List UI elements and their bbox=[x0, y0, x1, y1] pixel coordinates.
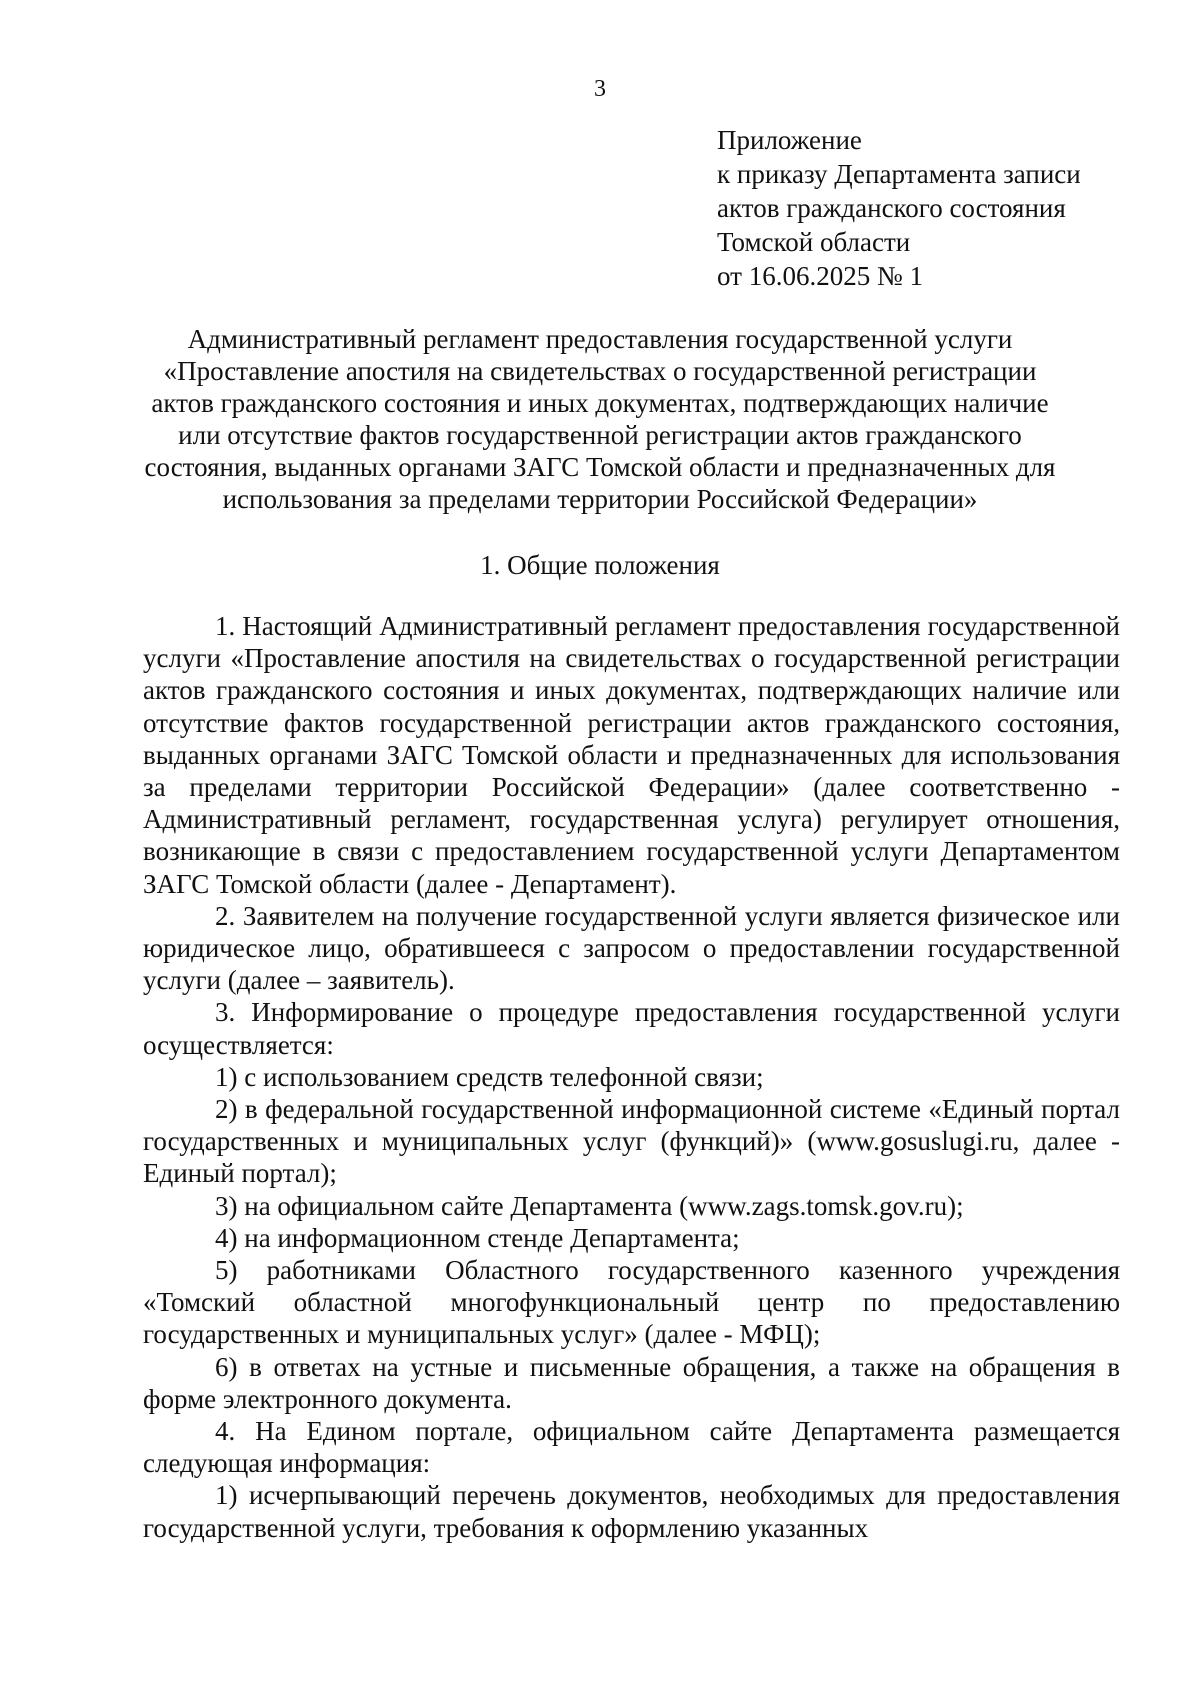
title-line: или отсутствие фактов государственной регистрации актов гражданского bbox=[178, 420, 1022, 450]
section-heading: 1. Общие положения bbox=[480, 550, 720, 580]
paragraph: 1) с использованием средств телефонной связи; bbox=[215, 1061, 764, 1092]
appendix-header bbox=[717, 123, 1157, 293]
document-body bbox=[143, 610, 1120, 1544]
title-line: использования за пределами территории Российской Федерации» bbox=[222, 484, 978, 514]
paragraph: 1. Настоящий Административный регламент предоставления государственной услуги «Проставление апостиля на свидетельствах о государственной регистрации актов гражданского состояния и иных документах, подтверждающих наличие или отсутствие фактов государственной регистрации актов гражданского состояния, выданных органами ЗАГС Томской области и предназначенных для использования за пределами территории Российской Федерации» (далее соответственно - Административный регламент, государственная услуга) регулирует отношения, возникающие в связи с предоставлением государственной услуги Департаментом ЗАГС Томской области (далее - Департамент). bbox=[143, 611, 1120, 899]
appendix-line: Томской области bbox=[717, 227, 911, 257]
appendix-line: актов гражданского состояния bbox=[717, 193, 1066, 223]
appendix-line: от 16.06.2025 № 1 bbox=[717, 261, 923, 291]
document-title bbox=[130, 323, 1070, 515]
paragraph: 4) на информационном стенде Департамента; bbox=[215, 1222, 740, 1253]
title-line: состояния, выданных органами ЗАГС Томской области и предназначенных для bbox=[144, 452, 1056, 482]
paragraph: 5) работниками Областного государственного казенного учреждения «Томский областной многофункциональный центр по предоставлению государственных и муниципальных услуг» (далее - МФЦ); bbox=[143, 1255, 1120, 1350]
title-line: актов гражданского состояния и иных документах, подтверждающих наличие bbox=[151, 388, 1049, 418]
paragraph: 3. Информирование о процедуре предоставления государственной услуги осуществляется: bbox=[143, 997, 1120, 1060]
page-number: 3 bbox=[594, 76, 606, 102]
title-line: «Проставление апостиля на свидетельствах о государственной регистрации bbox=[163, 356, 1037, 386]
paragraph: 1) исчерпывающий перечень документов, необходимых для предоставления государственной услуги, требования к оформлению указанных bbox=[143, 1480, 1120, 1543]
appendix-line: к приказу Департамента записи bbox=[717, 159, 1081, 189]
paragraph: 4. На Едином портале, официальном сайте Департамента размещается следующая информация: bbox=[143, 1416, 1120, 1479]
paragraph: 3) на официальном сайте Департамента (www.zags.tomsk.gov.ru); bbox=[215, 1190, 964, 1221]
title-line: Административный регламент предоставления государственной услуги bbox=[187, 324, 1013, 354]
paragraph: 2) в федеральной государственной информационной системе «Единый портал государственных и муниципальных услуг (функций)» (www.gosuslugi.ru, далее - Единый портал); bbox=[143, 1094, 1120, 1189]
paragraph: 6) в ответах на устные и письменные обращения, а также на обращения в форме электронного документа. bbox=[143, 1351, 1120, 1414]
paragraph: 2. Заявителем на получение государственной услуги является физическое или юридическое лицо, обратившееся с запросом о предоставлении государственной услуги (далее – заявитель). bbox=[143, 900, 1120, 996]
appendix-line: Приложение bbox=[717, 125, 862, 155]
